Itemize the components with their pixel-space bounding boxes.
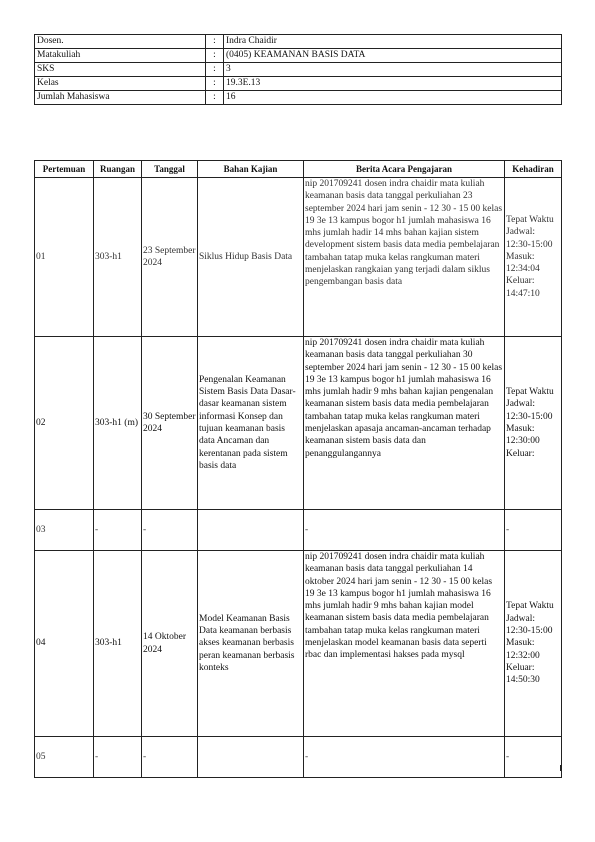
info-separator: : <box>206 49 224 63</box>
attendance-table <box>34 160 562 778</box>
cell-kehadiran: Tepat Waktu Jadwal: 12:30-15:00 Masuk: 12:34:04 Keluar: 14:47:10 <box>505 178 562 337</box>
info-label: Matakuliah <box>35 49 206 63</box>
cell-kehadiran: - <box>505 737 562 778</box>
table-row <box>35 178 562 337</box>
cell-pertemuan: 04 <box>35 551 94 737</box>
cell-kehadiran: - <box>505 510 562 551</box>
info-separator: : <box>206 35 224 49</box>
info-row-jumlah-mahasiswa <box>35 91 562 105</box>
cell-bahan-kajian: Siklus Hidup Basis Data <box>198 178 304 337</box>
column-divider <box>197 765 198 771</box>
info-separator: : <box>206 91 224 105</box>
header-ruangan: Ruangan <box>94 161 142 178</box>
info-row-dosen <box>35 35 562 49</box>
header-kehadiran: Kehadiran <box>505 161 562 178</box>
table-row <box>35 510 562 551</box>
column-divider <box>303 765 304 771</box>
column-divider <box>93 765 94 771</box>
info-row-matakuliah <box>35 49 562 63</box>
table-header-row <box>35 161 562 178</box>
cell-tanggal: 23 September 2024 <box>142 178 198 337</box>
column-divider <box>141 765 142 771</box>
cell-bahan-kajian: Model Keamanan Basis Data keamanan berbasis akses keamanan berbasis peran keamanan berbasis konteks <box>198 551 304 737</box>
column-divider <box>504 765 505 771</box>
cell-pertemuan: 01 <box>35 178 94 337</box>
table-continuation <box>34 765 561 771</box>
cell-berita-acara: nip 201709241 dosen indra chaidir mata kuliah keamanan basis data tanggal perkuliahan 14 oktober 2024 hari jam senin - 12 30 - 15 00 kelas 19 3e 13 kampus bogor h1 jumlah mahasiswa 16 mhs jumlah hadir 9 mhs bahan kajian model keamanan sistem basis data media pembelajaran tambahan tatap muka kelas rangkuman materi menjelaskan model keamanan basis data seperti rbac dan implementasi hakses pada mysql <box>304 551 505 737</box>
info-label: Dosen. <box>35 35 206 49</box>
info-value: Indra Chaidir <box>224 35 562 49</box>
cell-pertemuan: 03 <box>35 510 94 551</box>
info-label: SKS <box>35 63 206 77</box>
cell-bahan-kajian <box>198 510 304 551</box>
cell-berita-acara: nip 201709241 dosen indra chaidir mata kuliah keamanan basis data tanggal perkuliahan 30 september 2024 hari jam senin - 12 30 - 15 00 kelas 19 3e 13 kampus bogor h1 jumlah mahasiswa 16 mhs jumlah hadir 9 mhs bahan kajian pengenalan keamanan sistem basis data media pembelajaran tambahan tatap muka kelas rangkuman materi menjelaskan apasaja ancaman-ancaman terhadap keamanan sistem basis data dan penanggulangannya <box>304 337 505 510</box>
cell-tanggal: 30 September 2024 <box>142 337 198 510</box>
table-row <box>35 551 562 737</box>
cell-pertemuan: 02 <box>35 337 94 510</box>
table-row <box>35 737 562 778</box>
cell-berita-acara: - <box>304 510 505 551</box>
cell-kehadiran: Tepat Waktu Jadwal: 12:30-15:00 Masuk: 12:30:00 Keluar: <box>505 337 562 510</box>
info-row-kelas <box>35 77 562 91</box>
cell-ruangan: 303-h1 <box>94 551 142 737</box>
cell-pertemuan: 05 <box>35 737 94 778</box>
cell-kehadiran: Tepat Waktu Jadwal: 12:30-15:00 Masuk: 12:32:00 Keluar: 14:50:30 <box>505 551 562 737</box>
course-info-table <box>34 34 562 105</box>
header-berita-acara: Berita Acara Pengajaran <box>304 161 505 178</box>
cell-ruangan: - <box>94 510 142 551</box>
cell-berita-acara: - <box>304 737 505 778</box>
cell-ruangan: - <box>94 737 142 778</box>
info-value: 16 <box>224 91 562 105</box>
cell-bahan-kajian: Pengenalan Keamanan Sistem Basis Data Dasar-dasar keamanan sistem informasi Konsep dan tujuan keamanan basis data Ancaman dan kerentanan pada sistem basis data <box>198 337 304 510</box>
info-row-sks <box>35 63 562 77</box>
cell-tanggal: 14 Oktober 2024 <box>142 551 198 737</box>
cell-bahan-kajian <box>198 737 304 778</box>
header-bahan-kajian: Bahan Kajian <box>198 161 304 178</box>
table-row <box>35 337 562 510</box>
info-separator: : <box>206 77 224 91</box>
header-tanggal: Tanggal <box>142 161 198 178</box>
info-value: 3 <box>224 63 562 77</box>
info-value: 19.3E.13 <box>224 77 562 91</box>
cell-tanggal: - <box>142 510 198 551</box>
cell-berita-acara: nip 201709241 dosen indra chaidir mata kuliah keamanan basis data tanggal perkuliahan 23 september 2024 hari jam senin - 12 30 - 15 00 kelas 19 3e 13 kampus bogor h1 jumlah mahasiswa 16 mhs jumlah hadir 14 mhs bahan kajian sistem development sistem basis data media pembelajaran tambahan tatap muka kelas rangkuman materi menjelaskan rangkaian yang terjadi dalam siklus pengembangan basis data <box>304 178 505 337</box>
header-pertemuan: Pertemuan <box>35 161 94 178</box>
cell-tanggal: - <box>142 737 198 778</box>
info-label: Kelas <box>35 77 206 91</box>
cell-ruangan: 303-h1 <box>94 178 142 337</box>
info-separator: : <box>206 63 224 77</box>
info-label: Jumlah Mahasiswa <box>35 91 206 105</box>
info-value: (0405) KEAMANAN BASIS DATA <box>224 49 562 63</box>
cell-ruangan: 303-h1 (m) <box>94 337 142 510</box>
